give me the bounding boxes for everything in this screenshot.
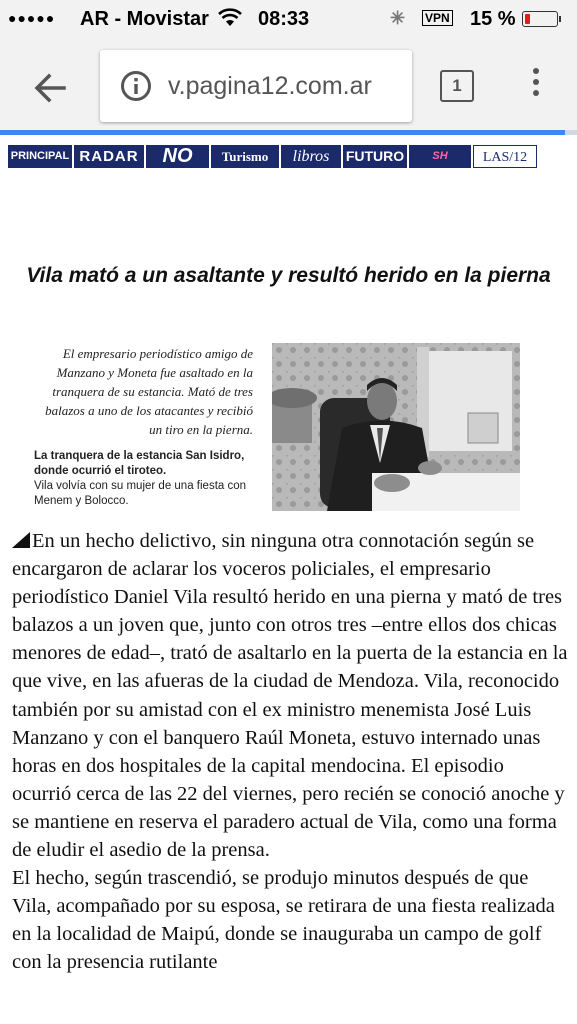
more-vert-icon bbox=[533, 68, 539, 74]
back-button[interactable] bbox=[28, 66, 72, 110]
nav-las12[interactable]: LAS/12 bbox=[473, 145, 537, 168]
nav-principal[interactable]: PRINCIPAL bbox=[8, 145, 72, 168]
nav-libros[interactable]: libros bbox=[281, 145, 341, 168]
arrow-left-icon bbox=[28, 66, 72, 110]
article-paragraph bbox=[12, 527, 568, 864]
signal-strength-icon: ●●●●● bbox=[8, 10, 56, 26]
section-nav bbox=[8, 145, 550, 168]
nav-turismo[interactable]: Turismo bbox=[211, 145, 279, 168]
vpn-badge: VPN bbox=[422, 10, 453, 26]
nav-sh[interactable]: SH bbox=[409, 145, 471, 168]
clock: 08:33 bbox=[258, 8, 310, 30]
paragraph-text: En un hecho delictivo, sin ninguna otra connotación según se encargaron de aclarar los voceros policiales, el empresario periodístico Daniel Vila resultó herido en una pierna y mató de tres balazos a un joven que, junto con otros tres –entre ellos dos chicas menores de edad–, trató de asaltarlo en la puerta de la estancia en la que vive, en las afueras de la ciudad de Mendoza. Vila, reconocido también por su amistad con el ex ministro menemista José Luis Manzano y con el banquero Raúl Moneta, estuvo internado unas horas en dos hospitales de la capital mendocina. El episodio ocurrió cerca de las 22 del viernes, pero recién se conoció anoche y se mantiene en reserva el paradero actual de Vila, como una forma de eludir el asedio de la prensa. bbox=[12, 530, 568, 862]
url-text: v.pagina12.com.ar bbox=[168, 72, 372, 100]
page-load-progress bbox=[0, 130, 577, 135]
info-icon[interactable] bbox=[120, 70, 152, 102]
article-summary: El empresario periodístico amigo de Manzano y Moneta fue asaltado en la tranquera de su estancia. Mató de tres balazos a uno de los atacantes y recibió un tiro en la pierna. bbox=[45, 346, 253, 437]
nav-no[interactable]: NO bbox=[146, 145, 209, 168]
tab-switcher-button[interactable]: 1 bbox=[440, 70, 474, 102]
status-bar bbox=[0, 0, 577, 38]
caption-bold: La tranquera de la estancia San Isidro, donde ocurrió el tiroteo. bbox=[34, 450, 245, 477]
wifi-icon bbox=[218, 8, 242, 33]
bullet-triangle-icon bbox=[12, 532, 30, 548]
paragraph-text: El hecho, según trascendió, se produjo minutos después de que Vila, acompañado por su esposa, se retirara de una fiesta realizada en la localidad de Maipú, donde se inauguraba un campo de golf con la presencia rutilante bbox=[12, 867, 555, 974]
carrier-name: AR - Movistar bbox=[80, 8, 209, 30]
battery-icon bbox=[522, 11, 558, 27]
article-headline: Vila mató a un asaltante y resultó herido en la pierna bbox=[26, 264, 551, 287]
caption-text: Vila volvía con su mujer de una fiesta con Menem y Bolocco. bbox=[34, 480, 247, 507]
nav-radar[interactable]: RADAR bbox=[74, 145, 144, 168]
article-paragraph bbox=[12, 864, 568, 976]
progress-fill bbox=[0, 130, 565, 135]
activity-spinner-icon: ✳ bbox=[390, 8, 406, 28]
article-photo bbox=[272, 343, 520, 511]
browser-toolbar bbox=[0, 38, 577, 134]
overflow-menu-button[interactable] bbox=[526, 68, 546, 104]
nav-futuro[interactable]: FUTURO bbox=[343, 145, 407, 168]
battery-percent: 15 % bbox=[470, 8, 516, 30]
photo-caption bbox=[34, 449, 269, 509]
battery-level bbox=[525, 14, 530, 24]
article-body bbox=[12, 527, 568, 977]
address-bar[interactable] bbox=[100, 50, 412, 122]
